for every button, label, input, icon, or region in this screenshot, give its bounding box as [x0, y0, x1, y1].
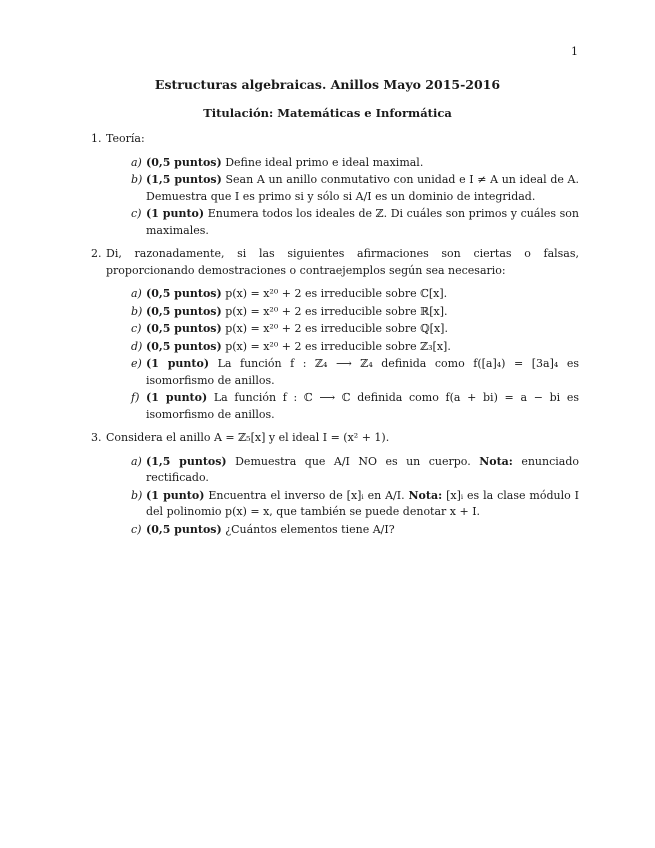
part-label: d) — [131, 339, 143, 353]
part-label: a) — [131, 155, 142, 169]
question-number: 3. — [91, 431, 102, 444]
part-label: a) — [131, 287, 142, 300]
part-label: f) — [131, 391, 140, 404]
question-part — [106, 488, 579, 521]
question-part — [106, 356, 579, 389]
part-label: c) — [131, 207, 142, 220]
part-points: (1 punto) — [146, 488, 205, 502]
question-text: Considera el anillo A = ℤ₅[x] y el ideal I = (x² + 1). — [106, 431, 390, 444]
question-part — [106, 339, 579, 356]
part-text: ¿Cuántos elementos tiene A/I? — [225, 522, 395, 536]
part-label: b) — [131, 304, 143, 318]
part-points: (1 punto) — [146, 207, 205, 220]
note-text: [x]ᵢ es la clase módulo I del polinomio p(x) = x, que también se puede denotar x + I. — [146, 488, 579, 518]
part-text: Sean A un anillo conmutativo con unidad e I ≠ A un ideal de A. Demuestra que I es primo si y sólo si A/I es un dominio de integridad. — [146, 173, 579, 203]
part-points: (1 punto) — [146, 357, 210, 370]
part-text: p(x) = x²⁰ + 2 es irreducible sobre ℝ[x]. — [225, 304, 448, 318]
question-part — [106, 304, 579, 321]
question-parts — [106, 155, 579, 240]
question-part — [106, 206, 579, 239]
question-2 — [91, 246, 579, 423]
part-points: (0,5 puntos) — [146, 339, 222, 353]
part-points: (0,5 puntos) — [146, 304, 222, 318]
part-label: a) — [131, 454, 142, 468]
part-label: c) — [131, 522, 142, 536]
question-text: Di, razonadamente, si las siguientes afirmaciones son ciertas o falsas, proporcionando demostraciones o contraejemplos según sea necesario: — [106, 247, 579, 277]
question-part — [106, 454, 579, 487]
question-part — [106, 286, 579, 303]
part-label: c) — [131, 322, 142, 335]
question-1 — [91, 131, 579, 239]
exam-subtitle: Titulación: Matemáticas e Informática — [203, 106, 452, 120]
question-part — [106, 390, 579, 423]
part-points: (1 punto) — [146, 391, 208, 404]
part-text: Enumera todos los ideales de ℤ. Di cuáles son primos y cuáles son maximales. — [146, 207, 579, 237]
part-text: Define ideal primo e ideal maximal. — [225, 155, 424, 169]
part-text: p(x) = x²⁰ + 2 es irreducible sobre ℚ[x]. — [225, 322, 448, 335]
note-label: Nota: — [408, 488, 443, 502]
question-3 — [91, 430, 579, 538]
part-text: La función f : ℂ ⟶ ℂ definida como f(a + bi) = a − bi es isomorfismo de anillos. — [146, 391, 579, 421]
question-parts — [106, 454, 579, 539]
part-label: e) — [131, 357, 142, 370]
part-label: b) — [131, 488, 143, 502]
note-text: enunciado rectificado. — [146, 454, 579, 484]
part-text: p(x) = x²⁰ + 2 es irreducible sobre ℂ[x]. — [225, 287, 448, 300]
question-text: Teoría: — [106, 132, 145, 145]
part-points: (0,5 puntos) — [146, 287, 222, 300]
part-points: (1,5 puntos) — [146, 173, 222, 186]
question-parts — [106, 286, 579, 423]
question-number: 2. — [91, 247, 102, 260]
page-number: 1 — [571, 45, 578, 58]
part-text: Demuestra que A/I NO es un cuerpo. — [235, 454, 471, 468]
exam-title: Estructuras algebraicas. Anillos Mayo 2015-2016 — [154, 77, 501, 92]
note-label: Nota: — [479, 454, 513, 468]
question-number: 1. — [91, 132, 102, 145]
part-label: b) — [131, 173, 143, 186]
part-text: La función f : ℤ₄ ⟶ ℤ₄ definida como f([a]₄) = [3a]₄ es isomorfismo de anillos. — [146, 357, 580, 387]
part-points: (0,5 puntos) — [146, 322, 222, 335]
question-part — [106, 321, 579, 338]
part-text: Encuentra el inverso de [x]ᵢ en A/I. — [208, 488, 405, 502]
part-points: (1,5 puntos) — [146, 454, 227, 468]
part-text: p(x) = x²⁰ + 2 es irreducible sobre ℤ₃[x]. — [225, 339, 451, 353]
question-part — [106, 522, 579, 539]
part-points: (0,5 puntos) — [146, 155, 222, 169]
question-part — [106, 155, 579, 172]
exam-questions — [91, 131, 579, 545]
part-points: (0,5 puntos) — [146, 522, 222, 536]
question-part — [106, 172, 579, 205]
